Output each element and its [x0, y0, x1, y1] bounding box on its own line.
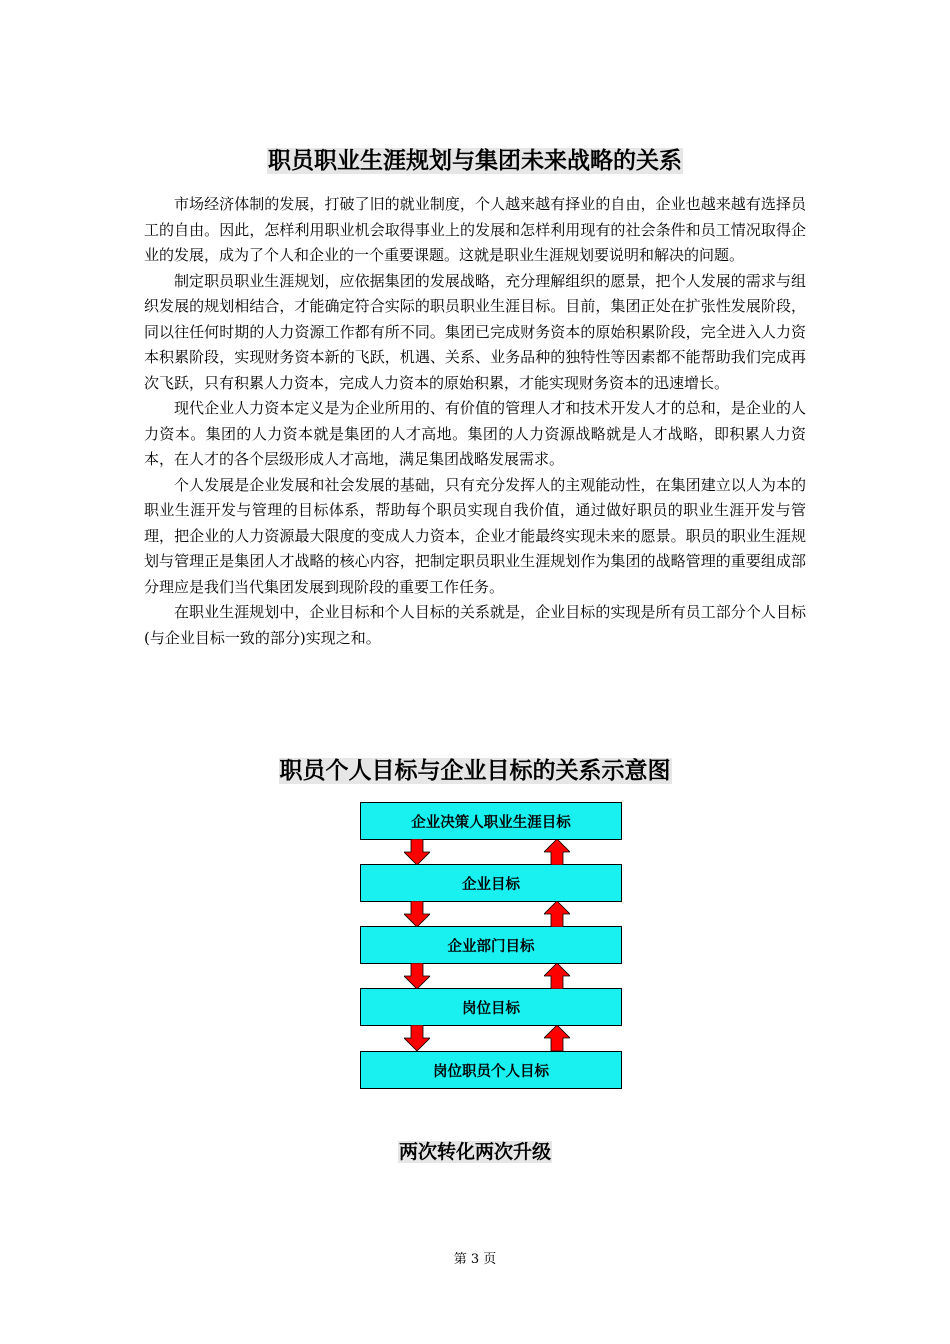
- arrow-down-icon: [404, 963, 430, 989]
- arrow-up-icon: [544, 1025, 570, 1051]
- arrow-up-icon: [544, 901, 570, 927]
- arrow-down-icon: [404, 839, 430, 865]
- diagram-title: 职员个人目标与企业目标的关系示意图: [279, 758, 671, 784]
- box-decision-maker-goal: 企业决策人职业生涯目标: [360, 802, 622, 840]
- box-employee-personal-goal: 岗位职员个人目标: [360, 1051, 622, 1089]
- arrow-down-icon: [404, 1025, 430, 1051]
- paragraph: 在职业生涯规划中，企业目标和个人目标的关系就是，企业目标的实现是所有员工部分个人目标(与企业目标一致的部分)实现之和。: [144, 603, 806, 647]
- box-enterprise-goal: 企业目标: [360, 864, 622, 902]
- goal-relationship-diagram: [360, 802, 622, 1092]
- box-position-goal: 岗位目标: [360, 988, 622, 1026]
- body-text: [144, 192, 806, 651]
- paragraph: 制定职员职业生涯规划，应依据集团的发展战略，充分理解组织的愿景，把个人发展的需求与组织发展的规划相结合，才能确定符合实际的职员职业生涯目标。目前，集团正处在扩张性发展阶段，同以往任何时期的人力资源工作都有所不同。集团已完成财务资本的原始积累阶段，完全进入人力资本积累阶段，实现财务资本新的飞跃，机遇、关系、业务品种的独特性等因素都不能帮助我们完成再次飞跃，只有积累人力资本，完成人力资本的原始积累，才能实现财务资本的迅速增长。: [144, 271, 806, 392]
- page-title: 职员职业生涯规划与集团未来战略的关系: [268, 148, 682, 174]
- box-department-goal: 企业部门目标: [360, 926, 622, 964]
- arrow-up-icon: [544, 839, 570, 865]
- arrow-up-icon: [544, 963, 570, 989]
- paragraph: 个人发展是企业发展和社会发展的基础，只有充分发挥人的主观能动性，在集团建立以人为本的职业生涯开发与管理的目标体系，帮助每个职员实现自我价值，通过做好职员的职业生涯开发与管理，把企业的人力资源最大限度的变成人力资本，企业才能最终实现未来的愿景。职员的职业生涯规划与管理正是集团人才战略的核心内容，把制定职员职业生涯规划作为集团的战略管理的重要组成部分理应是我们当代集团发展到现阶段的重要工作任务。: [144, 475, 806, 596]
- diagram-subtitle: 两次转化两次升级: [398, 1141, 551, 1163]
- arrow-down-icon: [404, 901, 430, 927]
- page-number: 第 3 页: [453, 1252, 497, 1267]
- paragraph: 市场经济体制的发展，打破了旧的就业制度，个人越来越有择业的自由，企业也越来越有选择员工的自由。因此，怎样利用职业机会取得事业上的发展和怎样利用现有的社会条件和员工情况取得企业的发展，成为了个人和企业的一个重要课题。这就是职业生涯规划要说明和解决的问题。: [144, 195, 806, 264]
- paragraph: 现代企业人力资本定义是为企业所用的、有价值的管理人才和技术开发人才的总和，是企业的人力资本。集团的人力资本就是集团的人才高地。集团的人力资源战略就是人才战略，即积累人力资本，在人才的各个层级形成人才高地，满足集团战略发展需求。: [144, 399, 806, 468]
